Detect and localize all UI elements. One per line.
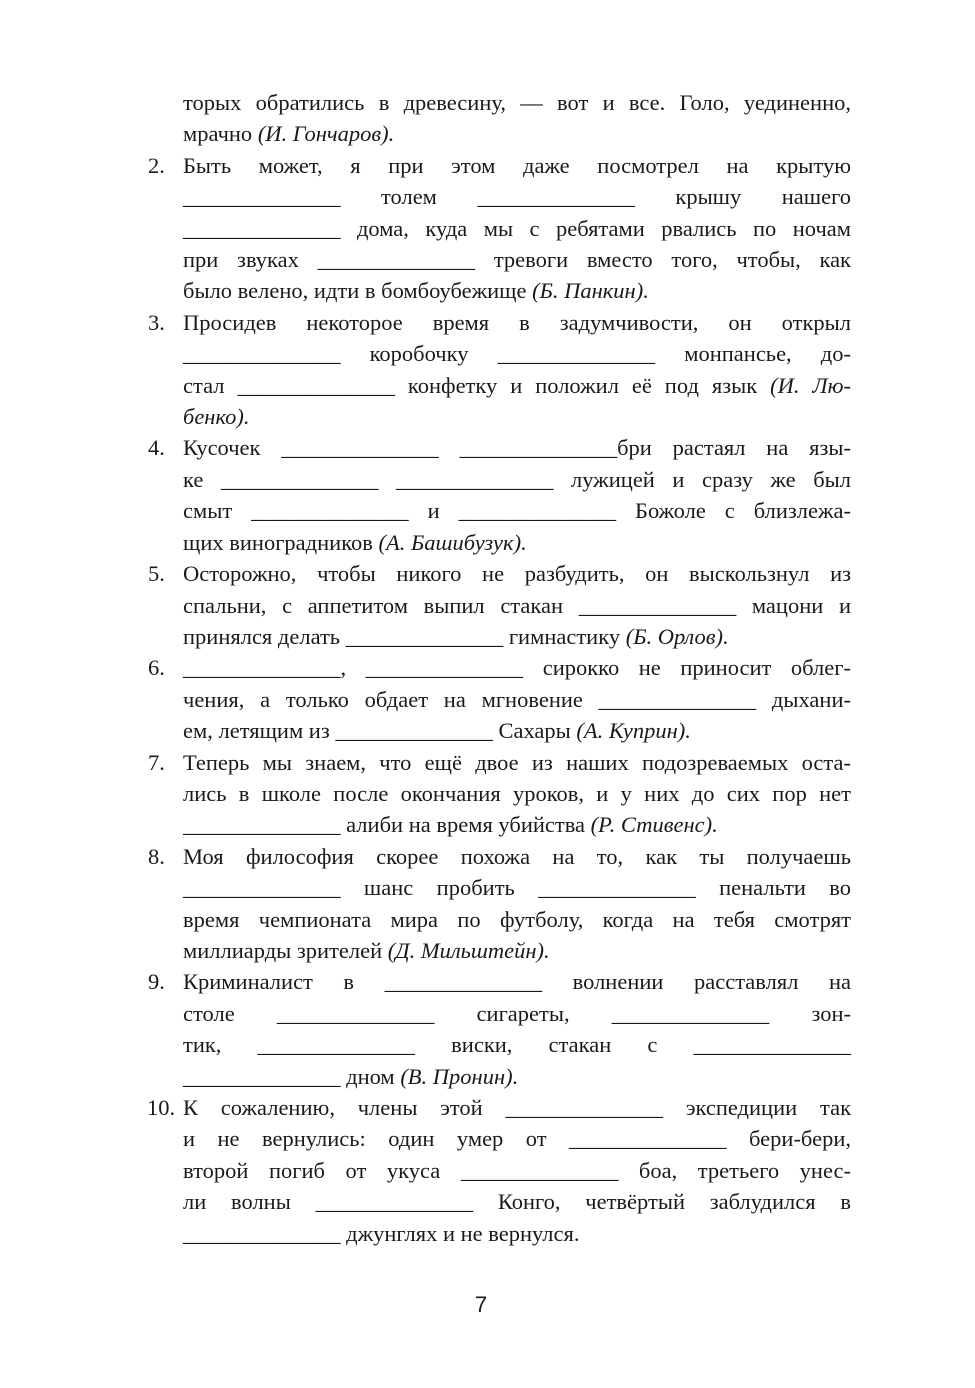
- sentence-text: мрачно: [183, 121, 258, 147]
- citation: (В. Пронин).: [400, 1063, 519, 1089]
- text-line: [183, 1029, 851, 1060]
- sentence-text: ______________ дома, куда мы с ребятами рвались по ночам: [183, 215, 851, 241]
- text-line: [183, 590, 851, 621]
- sentence-text: при звуках ______________ тревоги вместо того, чтобы, как: [183, 247, 851, 273]
- text-line: [183, 87, 851, 118]
- sentence-text: спальни, с аппетитом выпил стакан ______________ мацони и: [183, 592, 851, 618]
- sentence-text: ______________ шанс пробить ______________ пенальти во: [183, 875, 851, 901]
- text-line: [183, 181, 851, 212]
- text-line: [183, 652, 851, 683]
- text-line: [183, 464, 851, 495]
- sentence-text: ______________ алиби на время убийства: [183, 812, 591, 838]
- text-line: [183, 118, 851, 149]
- text-line: [183, 872, 851, 903]
- text-line: [183, 370, 851, 401]
- text-line: [183, 527, 851, 558]
- sentence-text: Теперь мы знаем, что ещё двое из наших подозреваемых оста-: [183, 749, 851, 775]
- citation: (Б. Панкин).: [532, 278, 649, 304]
- exercise-item: [148, 558, 851, 652]
- exercise-item: [148, 652, 851, 746]
- sentence-text: ем, летящим из ______________ Сахары: [183, 718, 577, 744]
- sentence-text: Моя философия скорее похожа на то, как ты получаешь: [183, 843, 851, 869]
- text-line: [183, 558, 851, 589]
- exercise-item: [148, 966, 851, 1092]
- citation: (Д. Мильштейн).: [387, 937, 550, 963]
- item-number: 10.: [147, 1095, 176, 1120]
- item-number: 4.: [148, 435, 165, 461]
- text-line: [183, 966, 851, 997]
- exercise-item: [148, 150, 851, 307]
- item-number: 6.: [148, 655, 165, 681]
- sentence-text: ли волны ______________ Конго, четвёртый заблудился в: [183, 1189, 851, 1215]
- sentence-text: ______________ толем ______________ крышу нашего: [183, 184, 851, 210]
- citation: (И. Лю-: [770, 372, 851, 398]
- sentence-text: Криминалист в ______________ волнении расставлял на: [183, 969, 851, 995]
- item-number: 9.: [148, 969, 165, 995]
- citation: бенко).: [183, 404, 250, 430]
- citation: (Р. Стивенс).: [590, 812, 718, 838]
- exercise-item: [148, 307, 851, 433]
- text-line: [183, 715, 851, 746]
- exercise-item: [148, 1092, 851, 1249]
- text-line: [183, 1092, 851, 1123]
- text-line: [183, 778, 851, 809]
- sentence-text: Осторожно, чтобы никого не разбудить, он выскользнул из: [183, 561, 851, 587]
- sentence-text: миллиарды зрителей: [183, 937, 388, 963]
- citation: (И. Гончаров).: [257, 121, 395, 147]
- text-line: [183, 432, 851, 463]
- text-line: [183, 841, 851, 872]
- sentence-text: К сожалению, члены этой ______________ экспедиции так: [183, 1095, 851, 1120]
- text-line: [183, 495, 851, 526]
- exercise-list: [148, 87, 851, 1249]
- sentence-text: столе ______________ сигареты, ______________ зон-: [183, 1000, 851, 1026]
- text-line: [183, 1218, 851, 1249]
- text-line: [183, 275, 851, 306]
- text-line: [183, 338, 851, 369]
- sentence-text: ______________ дном: [183, 1063, 401, 1089]
- exercise-item: [148, 841, 851, 967]
- text-line: [183, 747, 851, 778]
- sentence-text: лись в школе после окончания уроков, и у них до сих пор нет: [183, 780, 851, 806]
- text-line: [183, 684, 851, 715]
- text-line: [183, 213, 851, 244]
- sentence-text: чения, а только обдает на мгновение ______________ дыхани-: [183, 686, 851, 712]
- sentence-text: ______________, ______________ сирокко не приносит облег-: [183, 655, 851, 681]
- citation: (Б. Орлов).: [625, 623, 729, 649]
- page-number: 7: [474, 1292, 488, 1317]
- sentence-text: ______________ джунглях и не вернулся.: [183, 1220, 580, 1246]
- sentence-text: ______________ коробочку ______________ монпансье, до-: [183, 341, 851, 367]
- item-number: 2.: [148, 152, 165, 178]
- sentence-text: торых обратились в древесину, — вот и все. Голо, уединенно,: [183, 90, 851, 115]
- sentence-text: и не вернулись: один умер от ______________ бери-бери,: [183, 1126, 851, 1152]
- citation: (А. Куприн).: [576, 718, 691, 744]
- exercise-item: [148, 87, 851, 150]
- sentence-text: Кусочек ______________ ______________бри растаял на язы-: [183, 435, 851, 461]
- text-line: [183, 998, 851, 1029]
- sentence-text: стал ______________ конфетку и положил её под язык: [183, 372, 771, 398]
- text-line: [183, 1186, 851, 1217]
- text-line: [183, 935, 851, 966]
- text-line: [183, 1061, 851, 1092]
- text-line: [183, 307, 851, 338]
- exercise-item: [148, 432, 851, 558]
- sentence-text: принялся делать ______________ гимнастику: [183, 623, 626, 649]
- item-number: 7.: [148, 749, 165, 775]
- citation: (А. Башибузук).: [378, 529, 527, 555]
- text-line: [183, 621, 851, 652]
- text-line: [183, 1123, 851, 1154]
- sentence-text: Просидев некоторое время в задумчивости, он открыл: [183, 309, 851, 335]
- item-number: 8.: [148, 843, 165, 869]
- item-number: 3.: [148, 309, 165, 335]
- exercise-item: [148, 747, 851, 841]
- sentence-text: время чемпионата мира по футболу, когда на тебя смотрят: [183, 906, 851, 932]
- text-line: [183, 401, 851, 432]
- sentence-text: тик, ______________ виски, стакан с ______________: [183, 1032, 851, 1058]
- sentence-text: Быть может, я при этом даже посмотрел на крытую: [183, 152, 851, 178]
- sentence-text: щих виноградников: [183, 529, 379, 555]
- sentence-text: было велено, идти в бомбоубежище: [183, 278, 533, 304]
- text-line: [183, 244, 851, 275]
- text-line: [183, 1155, 851, 1186]
- sentence-text: ке ______________ ______________ лужицей и сразу же был: [183, 466, 851, 492]
- text-line: [183, 809, 851, 840]
- text-line: [183, 150, 851, 181]
- sentence-text: второй погиб от укуса ______________ боа, третьего унес-: [183, 1157, 851, 1183]
- item-number: 5.: [148, 561, 165, 587]
- text-line: [183, 904, 851, 935]
- sentence-text: смыт ______________ и ______________ Божоле с близлежа-: [183, 498, 851, 524]
